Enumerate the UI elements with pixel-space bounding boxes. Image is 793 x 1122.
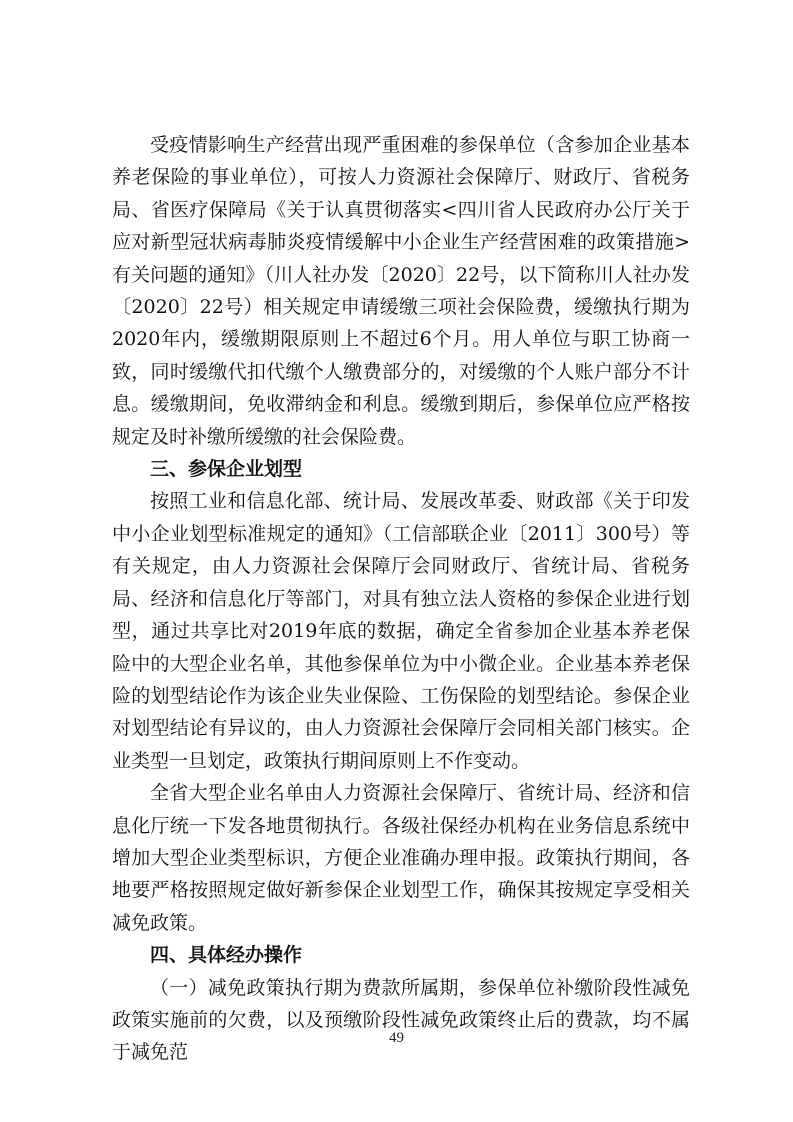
document-body	[112, 129, 690, 1069]
paragraph-deferral: 受疫情影响生产经营出现严重困难的参保单位（含参加企业基本养老保险的事业单位），可按人力资源社会保障厅、财政厅、省税务局、省医疗保障局《关于认真贯彻落实<四川省人民政府办公厅关于应对新型冠状病毒肺炎疫情缓解中小企业生产经营困难的政策措施>有关问题的通知》（川人社办发〔2020〕22号，以下简称川人社办发〔2020〕22号）相关规定申请缓缴三项社会保险费，缓缴执行期为2020年内，缓缴期限原则上不超过6个月。用人单位与职工协商一致，同时缓缴代扣代缴个人缴费部分的，对缓缴的个人账户部分不计息。缓缴期间，免收滞纳金和利息。缓缴到期后，参保单位应严格按规定及时补缴所缓缴的社会保险费。	[112, 134, 690, 448]
heading-operations: 四、具体经办操作	[150, 944, 303, 967]
paragraph-classification-rules: 按照工业和信息化部、统计局、发展改革委、财政部《关于印发中小企业划型标准规定的通知》（工信部联企业〔2011〕300号）等有关规定，由人力资源社会保障厅会同财政厅、省统计局、省税务局、经济和信息化厅等部门，对具有独立法人资格的参保企业进行划型，通过共享比对2019年底的数据，确定全省参加企业基本养老保险中的大型企业名单，其他参保单位为中小微企业。企业基本养老保险的划型结论作为该企业失业保险、工伤保险的划型结论。参保企业对划型结论有异议的，由人力资源社会保障厅会同相关部门核实。企业类型一旦划定，政策执行期间原则上不作变动。	[112, 490, 690, 772]
paragraph-large-enterprise-list: 全省大型企业名单由人力资源社会保障厅、省统计局、经济和信息化厅统一下发各地贯彻执行。各级社保经办机构在业务信息系统中增加大型企业类型标识，方便企业准确办理申报。政策执行期间，各地要严格按照规定做好新参保企业划型工作，确保其按规定享受相关减免政策。	[112, 782, 690, 934]
heading-enterprise-classification: 三、参保企业划型	[150, 458, 303, 481]
paragraph-operations-1: （一）减免政策执行期为费款所属期，参保单位补缴阶段性减免政策实施前的欠费，以及预缴阶段性减免政策终止后的费款，均不属于减免范	[112, 976, 690, 1064]
page-number: 49	[389, 1030, 404, 1046]
